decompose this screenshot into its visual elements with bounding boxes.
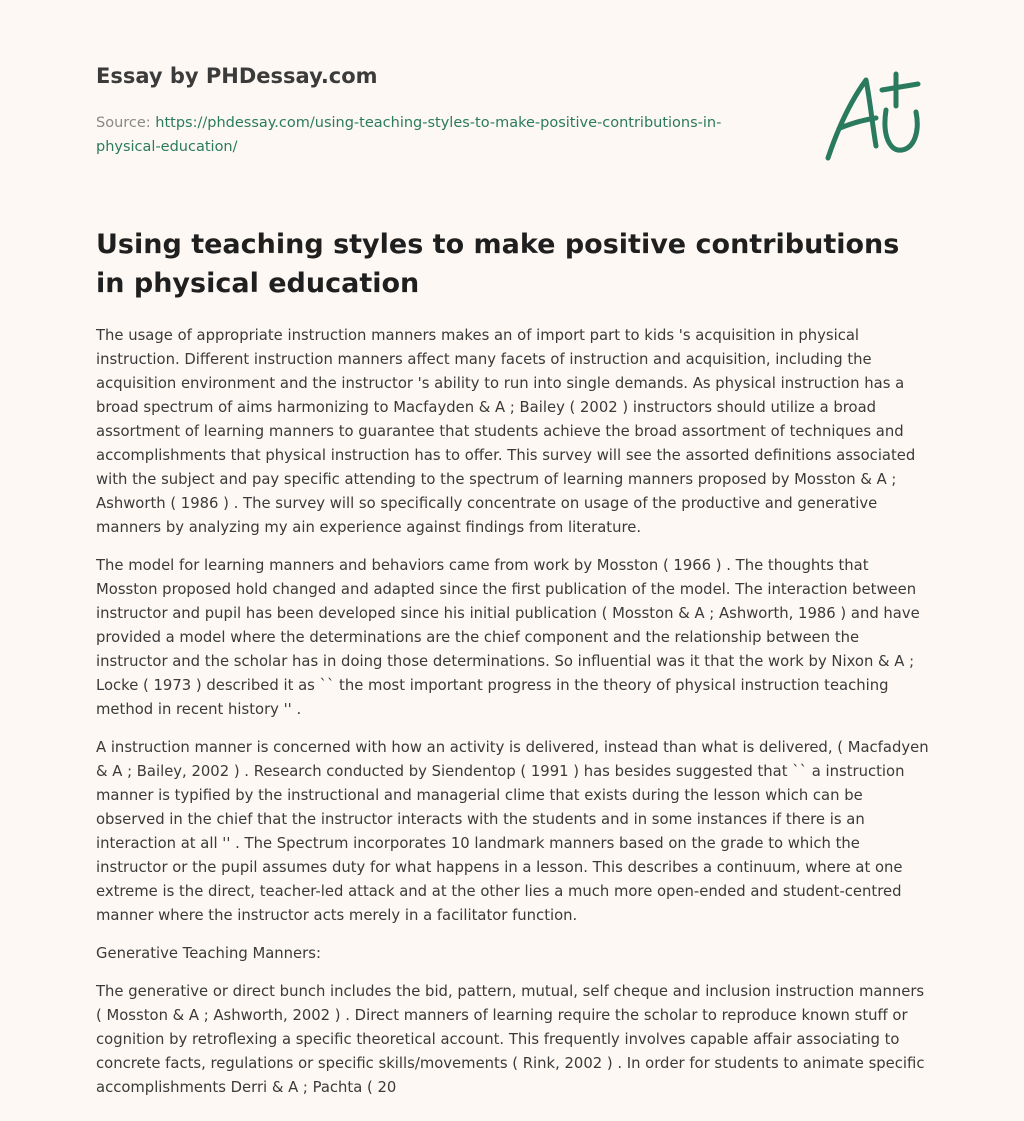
- essay-paragraph: The usage of appropriate instruction manners makes an of import part to kids 's acquisition in physical instruction. Different instruction manners affect many facets of instruction and acquisition, including the acquisition environment and the instructor 's ability to run into single demands. As physical instruction has a broad spectrum of aims harmonizing to Macfayden & A ; Bailey ( 2002 ) instructors should utilize a broad assortment of learning manners to guarantee that students achieve the broad assortment of techniques and accomplishments that physical instruction has to offer. This survey will see the assorted definitions associated with the subject and pay specific attending to the spectrum of learning manners proposed by Mosston & A ; Ashworth ( 1986 ) . The survey will so specifically concentrate on usage of the productive and generative manners by analyzing my ain experience against findings from literature.: [96, 327, 916, 536]
- a-plus-grade-icon: [816, 66, 926, 166]
- essay-title: Using teaching styles to make positive contributions in physical education: [96, 229, 900, 299]
- source-line: [96, 111, 776, 159]
- section-heading: Generative Teaching Manners:: [96, 945, 321, 962]
- site-brand: Essay by PHDessay.com: [96, 64, 378, 88]
- source-label: Source:: [96, 115, 156, 131]
- essay-paragraph: The generative or direct bunch includes the bid, pattern, mutual, self cheque and inclusion instruction manners ( Mosston & A ; Ashworth, 2002 ) . Direct manners of learning require the scholar to reproduce known stuff or cognition by retroflexing a specific theoretical account. This frequently involves capable affair associating to concrete facts, regulations or specific skills/movements ( Rink, 2002 ) . In order for students to animate specific accomplishments Derri & A ; Pachta ( 20: [96, 983, 925, 1096]
- essay-paragraph: A instruction manner is concerned with how an activity is delivered, instead than what is delivered, ( Macfadyen & A ; Bailey, 2002 ) . Research conducted by Siendentop ( 1991 ) has besides suggested that `` a instruction manner is typified by the instructional and managerial clime that exists during the lesson which can be observed in the chief that the instructor interacts with the students and in some instances if there is an interaction at all '' . The Spectrum incorporates 10 landmark manners based on the grade to which the instructor or the pupil assumes duty for what happens in a lesson. This describes a continuum, where at one extreme is the direct, teacher-led attack and at the other lies a much more open-ended and student-centred manner where the instructor acts merely in a facilitator function.: [96, 739, 929, 924]
- source-link[interactable]: https://phdessay.com/using-teaching-styles-to-make-positive-contributions-in-physical-education/: [96, 115, 722, 155]
- essay-paragraph: The model for learning manners and behaviors came from work by Mosston ( 1966 ) . The thoughts that Mosston proposed hold changed and adapted since the first publication of the model. The interaction between instructor and pupil has been developed since his initial publication ( Mosston & A ; Ashworth, 1986 ) and have provided a model where the determinations are the chief component and the relationship between the instructor and the scholar has in doing those determinations. So influential was it that the work by Nixon & A ; Locke ( 1973 ) described it as `` the most important progress in the theory of physical instruction teaching method in recent history '' .: [96, 557, 920, 718]
- essay-body: [96, 324, 932, 1114]
